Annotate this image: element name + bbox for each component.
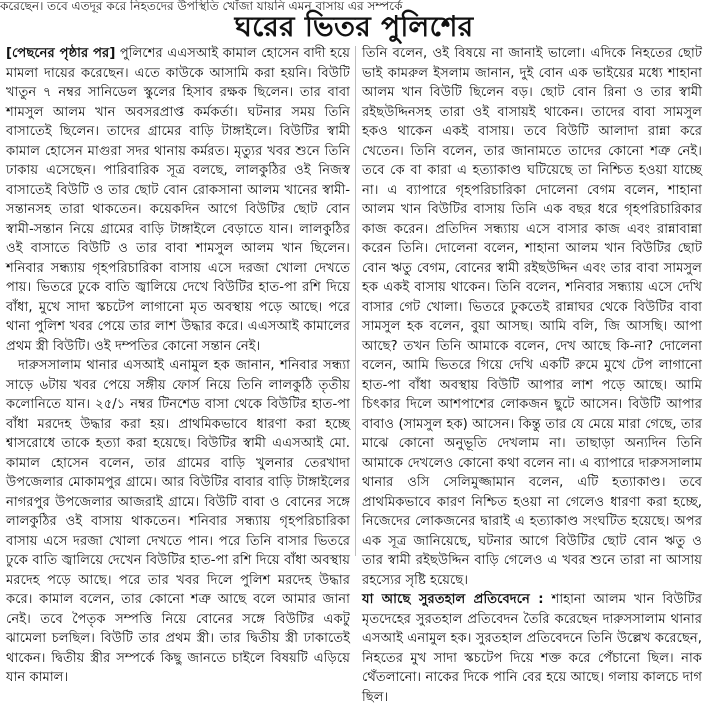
section-subhead: যা আছে সুরতহাল প্রতিবেদনে : xyxy=(362,592,544,607)
article-left-column xyxy=(6,44,350,685)
article-paragraph xyxy=(362,590,702,707)
article-headline: ঘরের ভিতর পুলিশের xyxy=(234,10,474,43)
article-paragraph: দারুসসালাম থানার এসআই এনামুল হক জানান, শনিবার সন্ধ্যা সাড়ে ৬টায় খবর পেয়ে সঙ্গীয় ফোর্স নিয়ে তিনি লালকুঠি তৃতীয় কলোনিতে যান। ২৫/১ নম্বর টিনশেড বাসা থেকে বিউটির হাত-পা বাঁধা মরদেহ উদ্ধার করা হয়। প্রাথমিকভাবে ধারণা করা হচ্ছে শ্বাসরোধে তাকে হত্যা করা হয়েছে। বিউটির স্বামী এএসআই মো. কামাল হোসেন বলেন, তার গ্রামের বাড়ি খুলনার তেরখাদা উপজেলার মোকামপুর গ্রামে। আর বিউটির বাবার বাড়ি টাঙ্গাইলের নাগরপুর উপজেলার আজরাই গ্রামে। বিউটি বাবা ও বোনের সঙ্গে লালকুঠির ওই বাসায় থাকতেন। শনিবার সন্ধ্যায় গৃহপরিচারিকা বাসায় এসে দরজা খোলা দেখতে পান। পরে তিনি বাসার ভিতরে ঢুকে বাতি জ্বালিয়ে দেখেন বিউটির হাত-পা রশি দিয়ে বাঁধা অবস্থায় মরদেহ পড়ে আছে। পরে তার খবর দিলে পুলিশ মরদেহ উদ্ধার করে। কামাল বলেন, তার কোনো শত্রু আছে বলে আমার জানা নেই। তবে পৈতৃক সম্পত্তি নিয়ে বোনের সঙ্গে বিউটির একটু ঝামেলা চলছিল। বিউটি তার প্রথম স্ত্রী। তার দ্বিতীয় স্ত্রী ঢাকাতেই থাকেন। দ্বিতীয় স্ত্রীর সম্পর্কে কিছু জানতে চাইলে বিষয়টি এড়িয়ে যান কামাল। xyxy=(6,358,350,685)
paragraph-text: পুলিশের এএসআই কামাল হোসেন বাদী হয়ে মামলা দায়ের করেছেন। এতে কাউকে আসামি করা হয়নি। বিউটি খাতুন ৭ নম্বর সানিডেল স্কুলের হিসাব রক্ষক ছিলেন। তার বাবা শামসুল আলম খান অবসরপ্রাপ্ত কর্মকর্তা। ঘটনার সময় তিনি বাসাতেই ছিলেন। তাদের গ্রামের বাড়ি টাঙ্গাইলে। বিউটির স্বামী কামাল হোসেন মাগুরা সদর থানায় কর্মরত। মৃত্যুর খবর শুনে তিনি ঢাকায় এসেছেন। পারিবারিক সূত্র বলছে, লালকুঠির ওই নিজস্ব বাসাতেই বিউটি ও তার ছোট বোন রোকসানা আলম খানের স্বামী-সন্তানসহ তারা থাকতেন। কয়েকদিন আগে বিউটির ছোট বোন স্বামী-সন্তান নিয়ে গ্রামের বাড়ি টাঙ্গাইলে বেড়াতে যান। লালকুঠির ওই বাসাতে বিউটি ও তার বাবা শামসুল আলম খান ছিলেন। শনিবার সন্ধ্যায় গৃহপরিচারিকা বাসায় এসে দরজা খোলা দেখতে পায়। ভিতরে ঢুকে বাতি জ্বালিয়ে দেখে বিউটির হাত-পা রশি দিয়ে বাঁধা, মুখে সাদা স্কচটেপ লাগানো মৃত অবস্থায় পড়ে আছে। পরে থানা পুলিশ খবর পেয়ে তার লাশ উদ্ধার করে। এএসআই কামালের প্রথম স্ত্রী বিউটি। ওই দম্পতির কোনো সন্তান নেই। xyxy=(6,46,350,354)
article-paragraph xyxy=(6,44,350,356)
paragraph-text: শাহানা আলম খান বিউটির মৃতদেহের সুরতহাল প্রতিবেদন তৈরি করেছেন দারুসসালাম থানার এসআই এনামুল হক। সুরতহাল প্রতিবেদনে তিনি উল্লেখ করেছেন, নিহতের মুখ সাদা স্কচটেপ দিয়ে শক্ত করে পেঁচানো ছিল। নাক থেঁতলানো। নাকের দিকে পানি বের হয়ে আছে। গলায় কালচে দাগ ছিল। xyxy=(362,592,703,705)
article-paragraph: তিনি বলেন, ওই বিষয়ে না জানাই ভালো। এদিকে নিহতের ছোট ভাই কামরুল ইসলাম জানান, দুই বোন এক ভাইয়ের মধ্যে শাহানা আলম খান বিউটি ছিলেন বড়। ছোট বোন রিনা ও তার স্বামী রইছউদ্দিনসহ তারা ওই বাসায়ই থাকেন। তাদের বাবা সামসুল হকও থাকেন একই বাসায়। তবে বিউটি আলাদা রান্না করে খেতেন। তিনি বলেন, তার জানামতে তাদের কোনো শত্রু নেই। তবে কে বা কারা এ হত্যাকাণ্ড ঘটিয়েছে তা নিশ্চিত হওয়া যাচ্ছে না। এ ব্যাপারে গৃহপরিচারিকা দোলেনা বেগম বলেন, শাহানা আলম খান বিউটির বাসায় তিনি এক বছর ধরে গৃহপরিচারিকার কাজ করেন। প্রতিদিন সন্ধ্যায় এসে বাসার কাজ এবং রান্নাবান্না করেন তিনি। দোলেনা বলেন, শাহানা আলম খান বিউটির ছোট বোন ঋতু বেগম, বোনের স্বামী রইছউদ্দিন এবং তার বাবা সামসুল হক একই বাসায় থাকেন। তিনি বলেন, শনিবার সন্ধ্যায় এসে দেখি বাসার গেট খোলা। ভিতরে ঢুকতেই রান্নাঘর থেকে বিউটির বাবা সামসুল হক বলেন, বুয়া আসছ। আমি বলি, জি আসছি। আপা আছে? তখন তিনি আমাকে বলেন, দেখ আছে কি-না? দোলেনা বলেন, আমি ভিতরে গিয়ে দেখি একটি রুমে মুখে টেপ লাগানো হাত-পা বাঁধা অবস্থায় বিউটি আপার লাশ পড়ে আছে। আমি চিৎকার দিলে আশপাশের লোকজন ছুটে আসেন। বিউটি আপার বাবাও (সামসুল হক) আসেন। কিন্তু তার যে মেয়ে মারা গেছে, তার মাঝে কোনো অনুভূতি দেখলাম না। তাছাড়া অন্যদিন তিনি আমাকে দেখলেও কোনো কথা বলেন না। এ ব্যাপারে দারুসসালাম থানার ওসি সেলিমুজ্জামান বলেন, এটি হত্যাকাণ্ড। তবে প্রাথমিকভাবে কারণ নিশ্চিত হওয়া না গেলেও ধারণা করা হচ্ছে, নিজেদের লোকজনের দ্বারাই এ হত্যাকাণ্ড সংঘটিত হয়েছে। অপর এক সূত্র জানিয়েছে, ঘটনার আগে বিউটির ছোট বোন ঋতু ও তার স্বামী রইছউদ্দিন বাড়ি গেলেও এ খবর শুনে তারা না আসায় রহস্যের সৃষ্টি হয়েছে। xyxy=(362,46,702,588)
continuation-label: [পেছনের পৃষ্ঠার পর] xyxy=(6,46,116,61)
article-right-column xyxy=(362,44,703,705)
previous-story-text-strip: করেছেন। তবে এতদূর করে নিহতদের উপস্থিতি খোঁজা যায়নি এমন বাসায় এর সম্পর্কে xyxy=(0,0,403,13)
column-divider xyxy=(355,46,356,556)
